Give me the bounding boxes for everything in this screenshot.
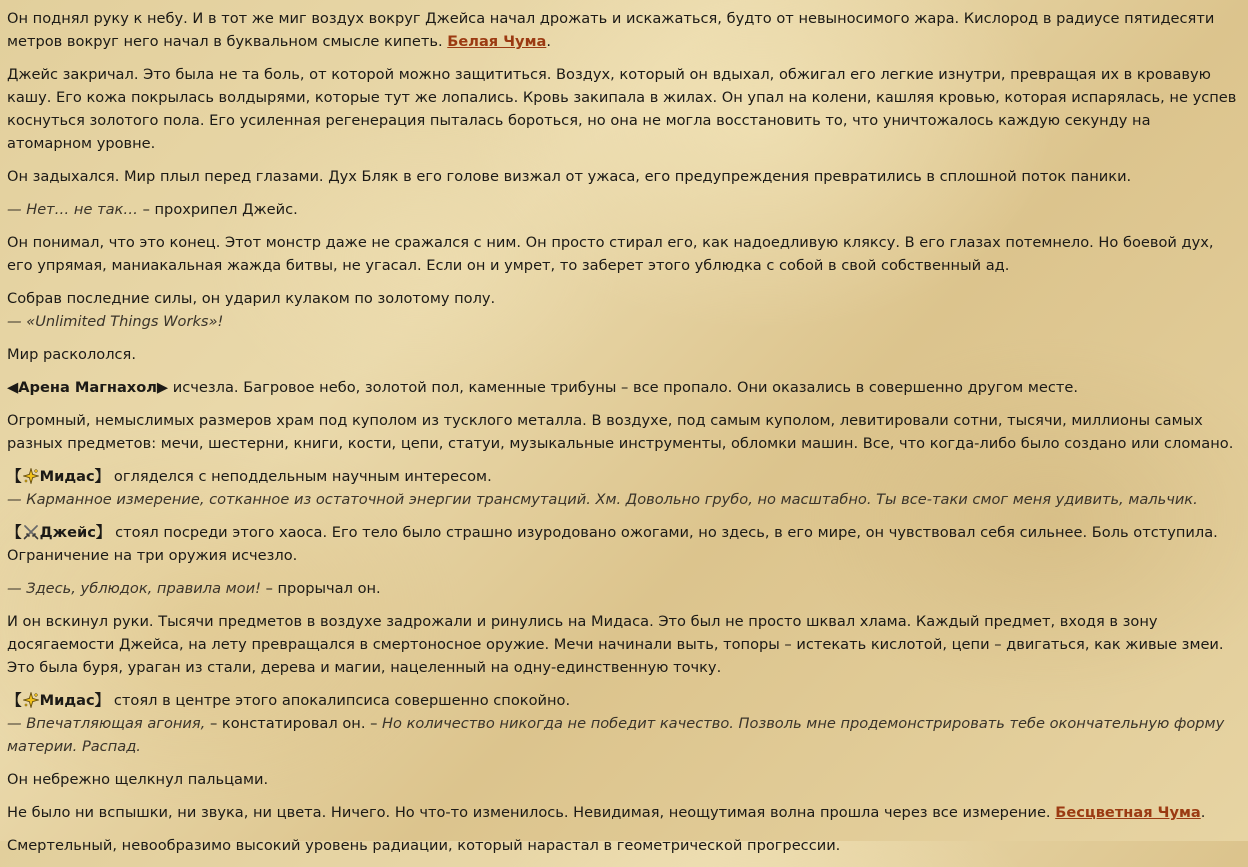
character-name-midas: Мидас [39,692,95,709]
chapter-text [7,7,1239,867]
paragraph: Собрав последние силы, он ударил кулаком по золотому полу. [7,290,496,307]
dialogue-line: — Карманное измерение, сотканное из остаточной энергии трансмутаций. Хм. Довольно грубо, но масштабно. Ты все-таки смог меня удивить, мальчик. [7,491,1198,508]
character-paragraph [7,521,1239,567]
dialogue-line: — «Unlimited Things Works»! [7,313,224,330]
narration: огляделся с неподдельным научным интересом. [109,468,492,485]
paragraph-text: Не было ни вспышки, ни звука, ни цвета. Ничего. Но что-то изменилось. Невидимая, неощутимая волна прошла через все измерение. [7,804,1056,821]
paragraph-text: Он поднял руку к небу. И в тот же миг воздух вокруг Джейса начал дрожать и искажаться, будто от невыносимого жара. Кислород в радиусе пятидесяти метров вокруг него начал в буквальном смысле кипеть. [7,10,1215,50]
dialogue-line: — Нет… не так… [7,201,138,218]
dialogue-line: Но количество никогда не победит качество. Позволь мне продемонстрировать тебе окончательную форму материи. Распад. [7,715,1225,755]
narration: стоял в центре этого апокалипсиса совершенно спокойно. [109,692,571,709]
sparkle-icon [23,692,39,708]
dialogue-paragraph [7,310,1239,333]
character-paragraph [7,465,1239,488]
dialogue-line: — Здесь, ублюдок, правила мои! [7,580,261,597]
bracket-close: 】 [94,692,110,709]
paragraph [7,7,1239,53]
crossed-swords-icon [23,524,39,540]
sparkle-icon [23,468,39,484]
narration: – прохрипел Джейс. [137,201,298,218]
dialogue-paragraph [7,577,1239,600]
narration: – констатировал он. – [205,715,383,732]
narration: – прорычал он. [260,580,381,597]
paragraph [7,376,1239,399]
term-link-colorless-plague[interactable]: Бесцветная Чума [1055,804,1201,821]
dialogue-line: — Впечатляющая агония, [7,715,206,732]
location-name: ◀Арена Магнахол▶ [7,379,169,396]
paragraph [7,801,1239,824]
dialogue-paragraph [7,198,1239,221]
narration: исчезла. Багровое небо, золотой пол, каменные трибуны – все пропало. Они оказались в совершенно другом месте. [168,379,1078,396]
bracket-open: 【 [7,692,22,709]
paragraph: Огромный, немыслимых размеров храм под куполом из тусклого металла. В воздухе, под самым куполом, левитировали сотни, тысячи, миллионы самых разных предметов: мечи, шестерни, книги, кости, цепи, статуи, музыкальные инструменты, обломки машин. Все, что когда-либо было создано или сломано. [7,412,1234,452]
dialogue-paragraph [7,712,1239,758]
paragraph: Он задыхался. Мир плыл перед глазами. Дух Бляк в его голове визжал от ужаса, его предупреждения превратились в сплошной поток паники. [7,168,1132,185]
character-name-midas: Мидас [39,468,95,485]
bracket-close: 】 [95,524,111,541]
narration: стоял посреди этого хаоса. Его тело было страшно изуродовано ожогами, но здесь, в его мире, он чувствовал себя сильнее. Боль отступила. Ограничение на три оружия исчезло. [7,524,1218,564]
term-link-white-plague[interactable]: Белая Чума [447,33,547,50]
paragraph: Мир раскололся. [7,346,136,363]
paragraph: Джейс закричал. Это была не та боль, от которой можно защититься. Воздух, который он вдыхал, обжигал его легкие изнутри, превращая их в кровавую кашу. Его кожа покрылась волдырями, которые тут же лопались. Кровь закипала в жилах. Он упал на колени, кашляя кровью, которая испарялась, не успев коснуться золотого пола. Его усиленная регенерация пыталась бороться, но она не могла восстановить то, что уничтожалось каждую секунду на атомарном уровне. [7,66,1237,152]
paragraph: Он небрежно щелкнул пальцами. [7,771,269,788]
character-paragraph [7,689,1239,712]
paragraph: Он понимал, что это конец. Этот монстр даже не сражался с ним. Он просто стирал его, как надоедливую кляксу. В его глазах потемнело. Но боевой дух, его упрямая, маниакальная жажда битвы, не угасал. Если он и умрет, то заберет этого ублюдка с собой в свой собственный ад. [7,234,1214,274]
character-name-jace: Джейс [39,524,96,541]
paragraph: И он вскинул руки. Тысячи предметов в воздухе задрожали и ринулись на Мидаса. Это был не просто шквал хлама. Каждый предмет, входя в зону досягаемости Джейса, на лету превращался в смертоносное оружие. Мечи начинали выть, топоры – истекать кислотой, цепи – двигаться, как живые змеи. Это была буря, ураган из стали, дерева и магии, нацеленный на одну-единственную точку. [7,613,1224,676]
punctuation: . [546,33,551,50]
paragraph: Смертельный, невообразимо высокий уровень радиации, который нарастал в геометрической прогрессии. [7,837,841,854]
bracket-close: 】 [94,468,110,485]
bracket-open: 【 [7,468,22,485]
dialogue-paragraph [7,488,1239,511]
punctuation: . [1200,804,1206,821]
bracket-open: 【 [7,524,22,541]
